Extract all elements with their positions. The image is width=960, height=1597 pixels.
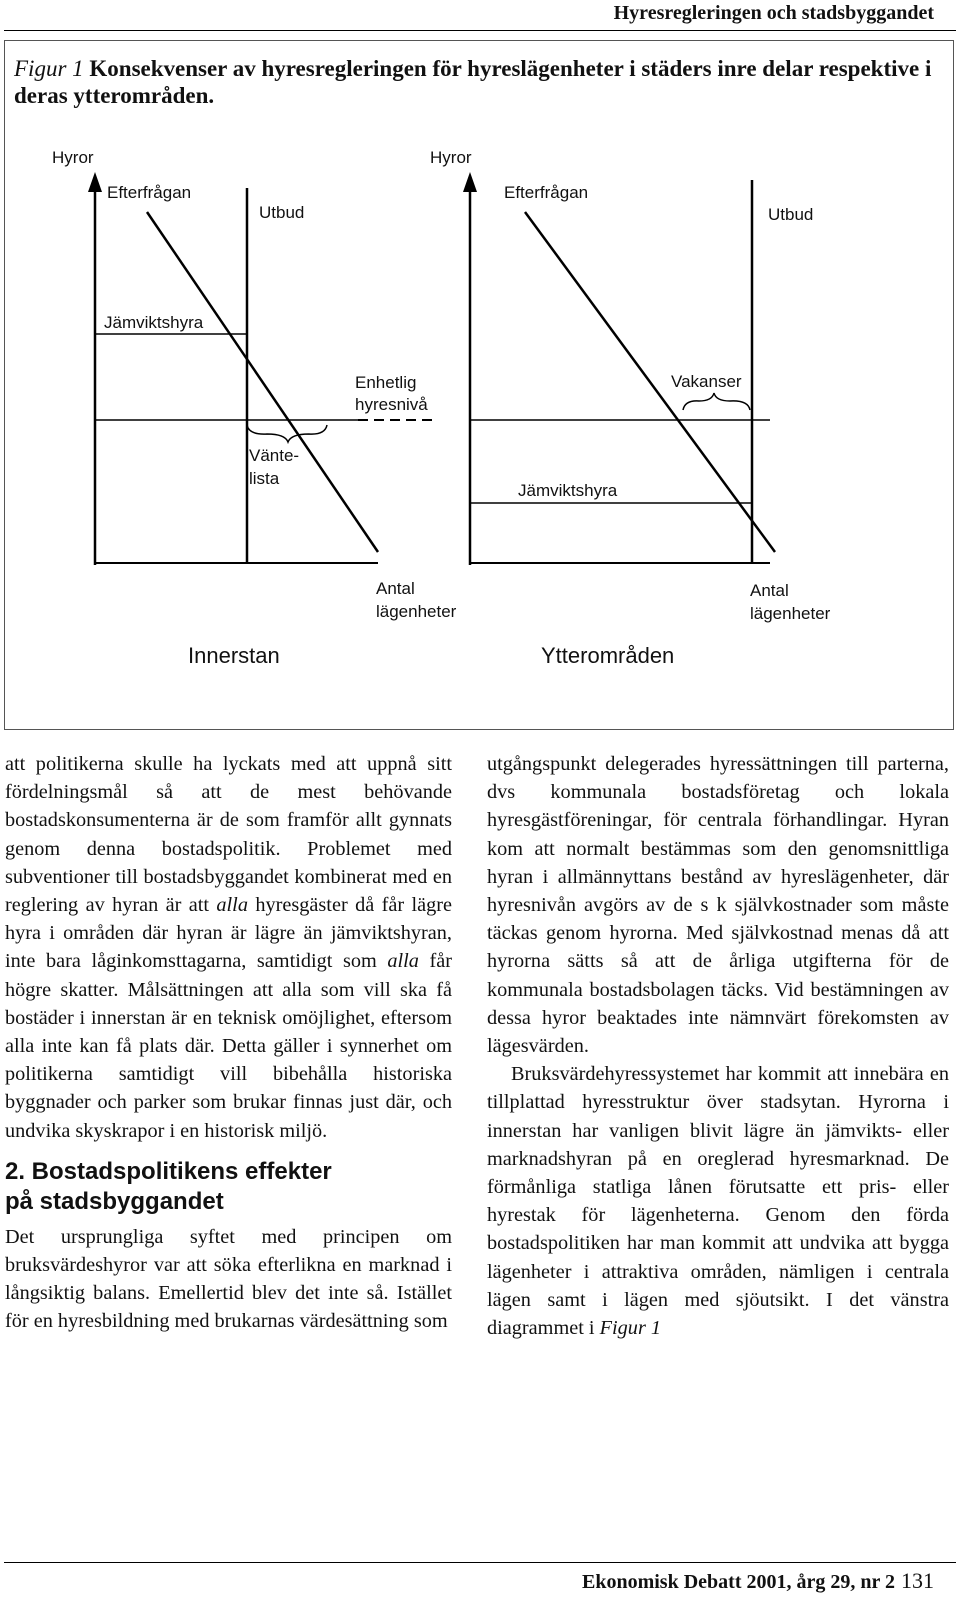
left-text-column [5, 750, 452, 1336]
right-x-axis-label-1: Antal [750, 581, 789, 600]
left-x-axis-label-1: Antal [376, 579, 415, 598]
left-paragraph-1 [5, 750, 452, 1145]
right-demand-label: Efterfrågan [504, 183, 589, 202]
page-number: 131 [901, 1568, 934, 1593]
left-p1-emphasis-1: alla [216, 894, 248, 917]
left-p1-emphasis-2: alla [387, 950, 419, 973]
left-y-arrow-icon [88, 172, 102, 192]
figure-caption-text: Konsekvenser av hyresregleringen för hyreslägenheter i städers inre delar respektive i deras ytterområden. [14, 56, 932, 108]
supply-demand-diagram [0, 0, 960, 730]
footer-rule [4, 1562, 956, 1563]
left-queue-brace [247, 425, 327, 442]
left-uniform-rent-label-2: hyresnivå [355, 395, 428, 414]
right-equilibrium-rent-label: Jämviktshyra [518, 481, 618, 500]
left-p1-part-c: får högre skatter. Målsättningen att alla som vill ska få bostäder i innerstan är en teknisk omöjlighet, eftersom alla inte kan få plats där. Detta gäller i synnerhet om politikerna samtidigt vill bibehålla historiska byggnader och parker som brukar finnas just där, och undvika skyskrapor i en historisk miljö. [5, 950, 452, 1142]
right-x-axis-label-2: lägenheter [750, 604, 831, 623]
left-panel-label: Innerstan [188, 643, 280, 668]
running-head: Hyresregleringen och stadsbyggandet [613, 2, 934, 24]
left-demand-curve [147, 212, 378, 552]
right-vacancies-brace [683, 393, 750, 410]
left-demand-label: Efterfrågan [107, 183, 192, 202]
left-uniform-rent-label-1: Enhetlig [355, 373, 417, 392]
left-queue-label-1: Vänte- [249, 446, 300, 465]
right-panel-label: Ytterområden [541, 643, 675, 668]
page-footer [582, 1568, 934, 1594]
footer-journal: Ekonomisk Debatt 2001, årg 29, nr 2 [582, 1571, 895, 1593]
right-paragraph-1: utgångspunkt delegerades hyressättningen till parterna, dvs kommunala bostadsföretag och lokala hyresgästföreningar, för centrala förhandlingar. Hyran kom att normalt bestämmas som den genomsnittliga hyran i allmännyttans bestånd av hyreslägenheter, där hyresnivån avgörs av de s k självkostnader som måste täckas genom hyrorna. Med självkostnad menas då att hyrorna sätts så att de årliga utgifterna för de kommunala bostadsbolagen täcks. Vid bestämningen av dessa hyror beaktades inte nämnvärt förekomsten av lägesvärden. [487, 753, 949, 1058]
figure-label: Figur 1 [14, 56, 84, 81]
left-x-axis-label-2: lägenheter [376, 602, 457, 621]
section-heading-line-2: på stadsbyggandet [5, 1187, 224, 1215]
section-heading [5, 1157, 452, 1217]
left-p1-part-a: att politikerna skulle ha lyckats med att uppnå sitt fördelningsmål så att de mest behövande bostadskonsumenterna är de som framför allt gynnats genom denna bostadspolitik. Problemet med subventioner till bostadsbyggandet kombinerat med en reglering av hyran är att [5, 753, 452, 917]
right-y-arrow-icon [463, 172, 477, 192]
right-vacancies-label: Vakanser [671, 372, 742, 391]
right-paragraph-2 [487, 1060, 949, 1342]
left-y-axis-label: Hyror [52, 148, 94, 167]
right-text-column [487, 750, 949, 1342]
right-p2-emphasis: Figur 1 [599, 1317, 662, 1340]
right-p2-part-a: Bruksvärdehyressystemet har kommit att innebära en tillplattad hyresstruktur över stadsytan. Hyrorna i innerstan har vanligen blivit lägre än jämvikts- eller marknadshyran på en oreglerad hyresmarknad. De förmånliga statliga lånen förutsatte ett pris- eller hyrestak för lägenheterna. Genom den förda bostadspolitiken har man kommit att undvika att bygga lägenheter i attraktiva områden, nämligen i centrala lägen samt i lägen med sjöutsikt. I det vänstra diagrammet i [487, 1063, 949, 1340]
left-supply-label: Utbud [259, 203, 305, 222]
left-p1-part-b: hyresgäster då får lägre hyra i områden där hyran är lägre än jämviktshyran, inte bara låginkomsttagarna, samtidigt som [5, 894, 452, 973]
left-queue-label-2: lista [249, 469, 280, 488]
right-y-axis-label: Hyror [430, 148, 472, 167]
left-paragraph-2: Det ursprungliga syftet med principen om bruksvärdeshyror var att söka efterlikna en marknad i långsiktig balans. Emellertid blev det inte så. Istället för en hyresbildning med brukarnas värdesättning som [5, 1225, 452, 1333]
right-supply-label: Utbud [768, 205, 814, 224]
left-equilibrium-rent-label: Jämviktshyra [104, 313, 204, 332]
section-heading-line-1: 2. Bostadspolitikens effekter [5, 1157, 332, 1185]
